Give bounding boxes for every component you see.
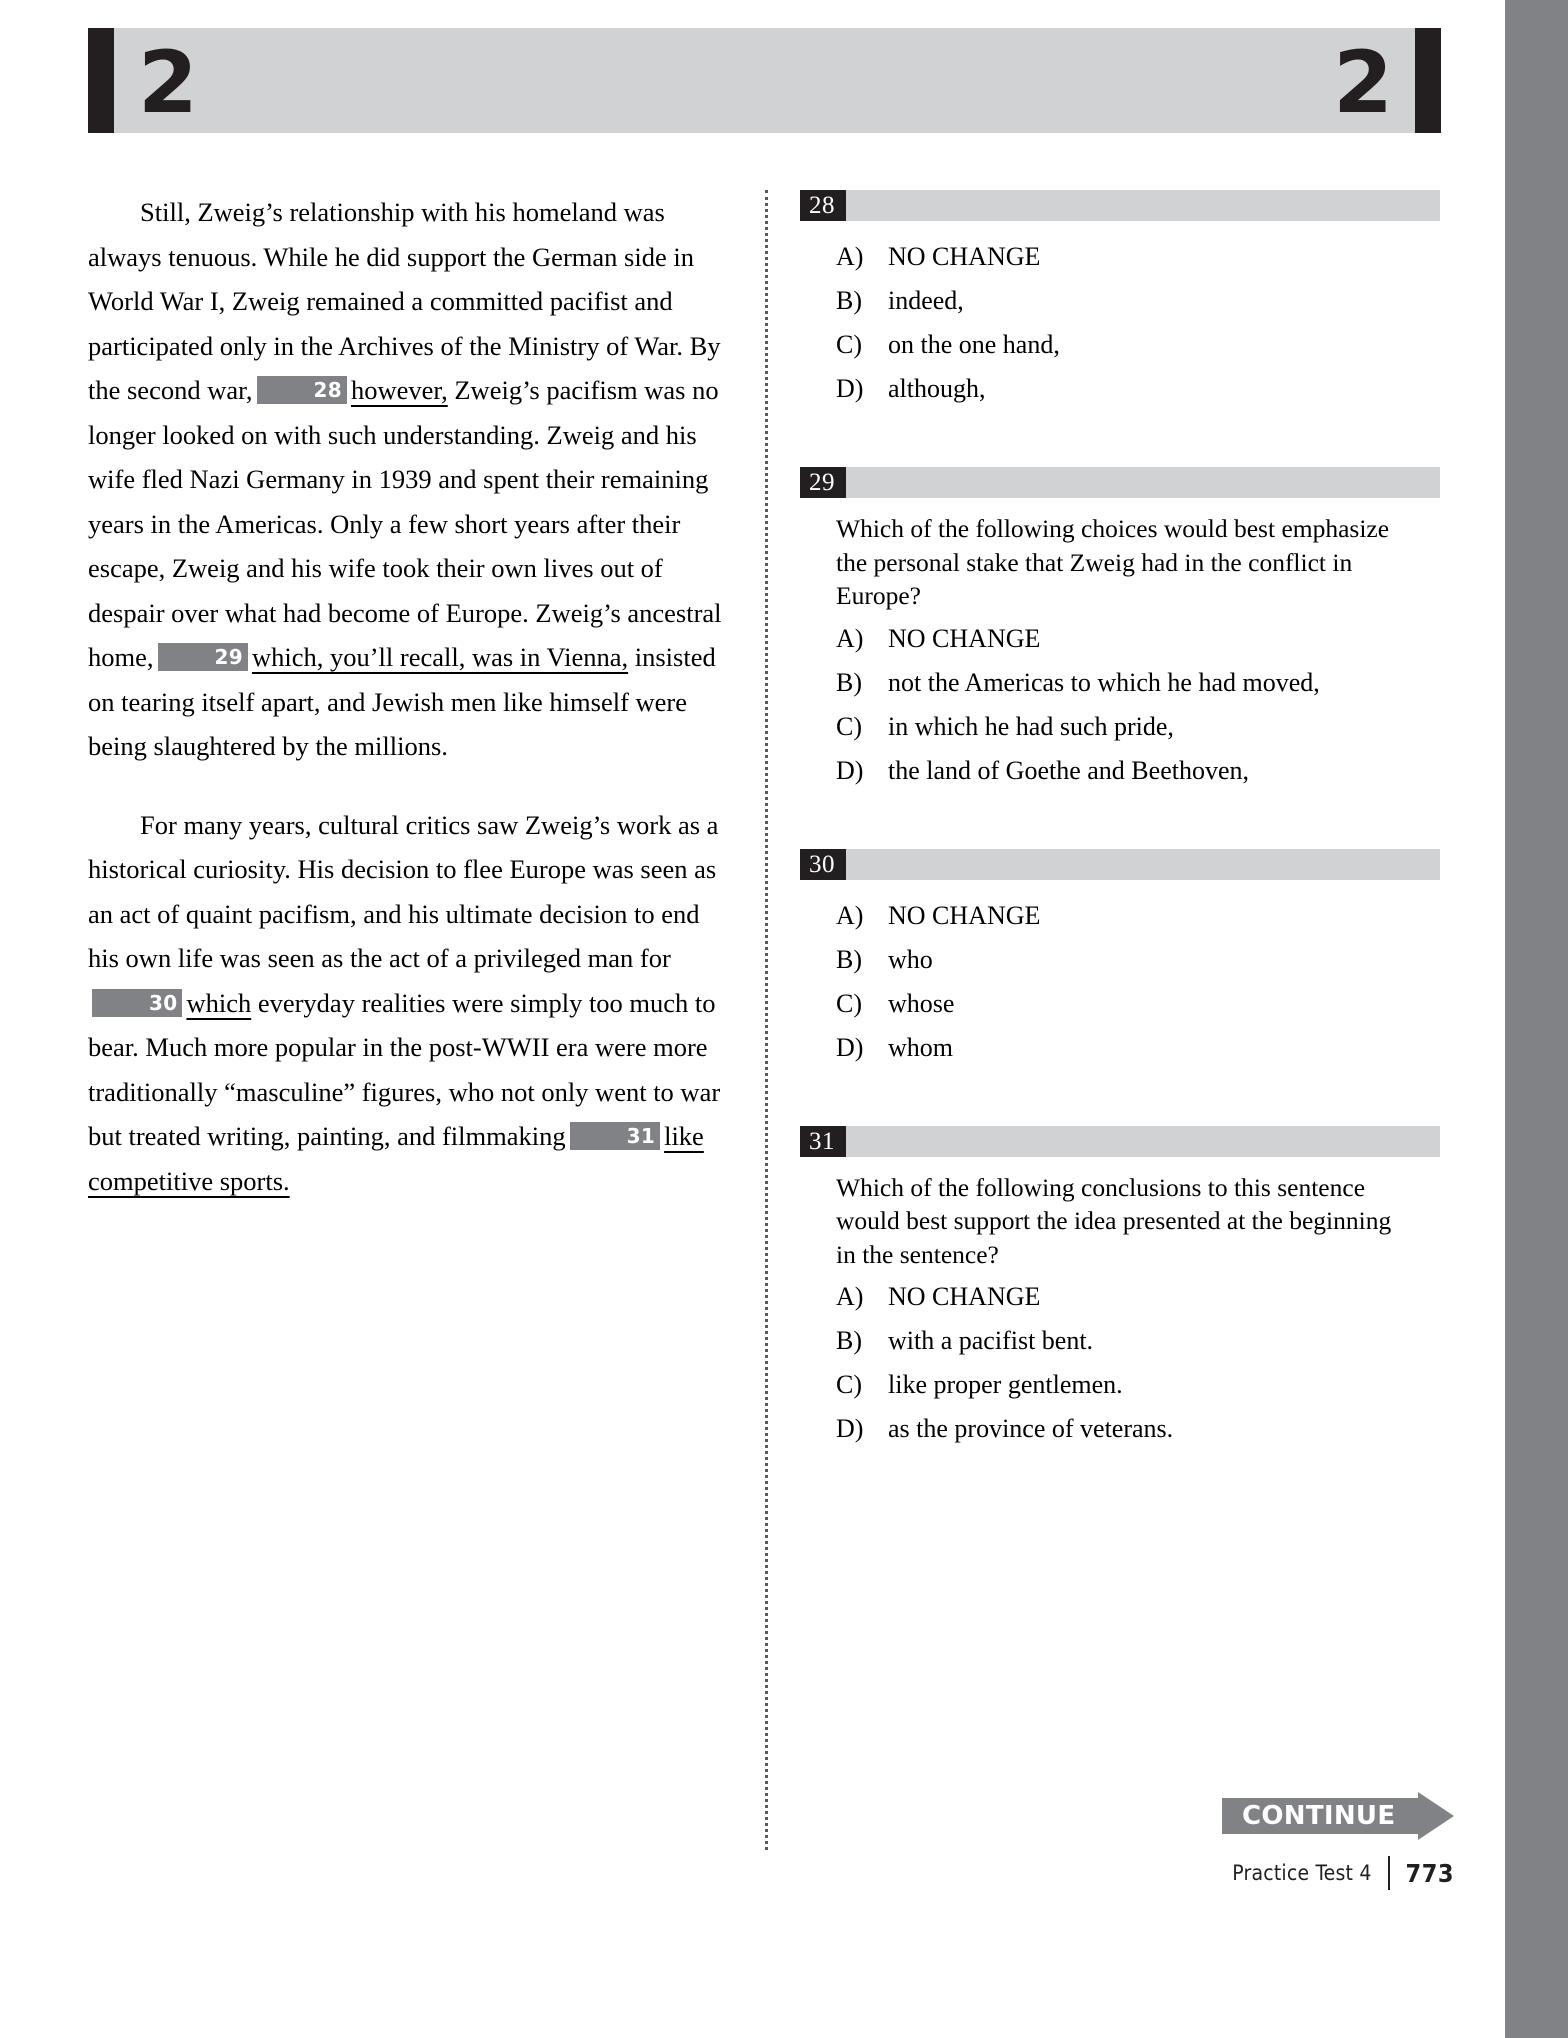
choice-text: NO CHANGE (888, 900, 1041, 930)
choice-text: as the province of veterans. (888, 1414, 1174, 1443)
choice-letter: D) (836, 1414, 864, 1443)
choice-letter: D) (836, 1032, 864, 1062)
answer-choices (800, 235, 1440, 411)
footer-test-label: Practice Test 4 (1232, 1861, 1372, 1885)
passage-marker-28[interactable]: 28 (257, 376, 347, 404)
answer-choice[interactable] (800, 617, 1440, 661)
choice-text: NO CHANGE (888, 1282, 1041, 1311)
choice-letter: D) (836, 374, 864, 403)
footer-divider (1388, 1856, 1390, 1890)
passage-paragraph-1 (88, 190, 733, 769)
choice-text: whose (888, 988, 955, 1018)
choice-letter: C) (836, 330, 862, 359)
choice-text: who (888, 944, 933, 974)
question-block (800, 849, 1440, 1070)
choice-text: like proper gentlemen. (888, 1370, 1123, 1399)
passage-underline-30: which (186, 987, 252, 1018)
footer-page-number: 773 (1405, 1858, 1454, 1888)
passage-text (88, 190, 733, 1203)
passage-underline-31: like competitive sports. (88, 1121, 704, 1196)
choice-letter: A) (836, 1282, 864, 1311)
answer-choice[interactable] (800, 1026, 1440, 1070)
questions-column (800, 190, 1440, 1507)
passage-paragraph-2 (88, 803, 733, 1204)
choice-text: indeed, (888, 286, 964, 315)
continue-label: CONTINUE (1242, 1801, 1396, 1831)
passage-underline-28: however, (350, 375, 448, 405)
answer-choice[interactable] (800, 1407, 1440, 1451)
page-footer (1180, 1852, 1454, 1894)
question-block (800, 190, 1440, 411)
question-number: 31 (800, 1126, 846, 1157)
choice-letter: C) (836, 711, 862, 741)
answer-choice[interactable] (800, 279, 1440, 323)
choice-letter: A) (836, 242, 864, 271)
choice-text: on the one hand, (888, 330, 1060, 359)
answer-choices (800, 894, 1440, 1070)
answer-choice[interactable] (800, 749, 1440, 793)
answer-choices (800, 1275, 1440, 1451)
question-header-bar (800, 467, 1440, 498)
question-number: 30 (800, 849, 846, 880)
answer-choice[interactable] (800, 235, 1440, 279)
choice-letter: B) (836, 286, 862, 315)
answer-choice[interactable] (800, 705, 1440, 749)
passage-marker-29[interactable]: 29 (158, 643, 248, 671)
header-band (114, 28, 1415, 133)
answer-choice[interactable] (800, 367, 1440, 411)
answer-choice[interactable] (800, 1363, 1440, 1407)
choice-letter: B) (836, 944, 862, 974)
choice-text: the land of Goethe and Beethoven, (888, 755, 1249, 785)
section-number-right: 2 (1333, 32, 1391, 133)
answer-choice[interactable] (800, 938, 1440, 982)
choice-text: in which he had such pride, (888, 711, 1174, 741)
section-header (88, 28, 1441, 133)
choice-text: NO CHANGE (888, 242, 1041, 271)
continue-banner (1222, 1792, 1454, 1840)
choice-text: not the Americas to which he had moved, (888, 667, 1320, 697)
answer-choice[interactable] (800, 1275, 1440, 1319)
question-stem: Which of the following conclusions to this sentence would best support the idea presented at the beginning in the sentence? (836, 1172, 1392, 1269)
choice-text: whom (888, 1032, 953, 1062)
passage-marker-30[interactable]: 30 (92, 989, 182, 1017)
answer-choice[interactable] (800, 894, 1440, 938)
answer-choice[interactable] (800, 982, 1440, 1026)
passage-p1-segment-3: insisted on tearing itself apart, and Jewish men like himself were being slaughtered by the millions. (88, 642, 716, 761)
header-left-cap (88, 28, 114, 133)
question-header-bar (800, 849, 1440, 880)
choice-letter: C) (836, 1370, 862, 1399)
answer-choices (800, 617, 1440, 793)
choice-text: NO CHANGE (888, 623, 1041, 653)
question-block (800, 467, 1440, 793)
passage-p1-segment-1: Still, Zweig’s relationship with his homeland was always tenuous. While he did support the German side in World War I, Zweig remained a committed pacifist and participated only in the Archives of the Ministry of War. By the second war, (88, 197, 721, 405)
answer-choice[interactable] (800, 1319, 1440, 1363)
question-header-bar (800, 190, 1440, 221)
passage-p2-segment-2: everyday realities were simply too much to bear. Much more popular in the post-WWII era were more traditionally “masculine” figures, who not only went to war but treated writing, painting, and filmmaking (88, 987, 721, 1151)
question-stem: Which of the following choices would best emphasize the personal stake that Zweig had in the conflict in Europe? (836, 514, 1390, 610)
question-header-bar (800, 1126, 1440, 1157)
passage-marker-31[interactable]: 31 (570, 1122, 660, 1150)
column-divider (765, 190, 768, 1850)
header-right-cap (1415, 28, 1441, 133)
choice-text: with a pacifist bent. (888, 1326, 1094, 1355)
question-number: 28 (800, 190, 846, 221)
choice-letter: A) (836, 900, 864, 930)
answer-choice[interactable] (800, 323, 1440, 367)
choice-letter: A) (836, 623, 864, 653)
choice-letter: D) (836, 755, 864, 785)
section-number-left: 2 (138, 32, 196, 133)
passage-underline-29: which, you’ll recall, was in Vienna, (251, 642, 629, 672)
page-edge-bar (1505, 0, 1568, 2038)
passage-p2-segment-1: For many years, cultural critics saw Zweig’s work as a historical curiosity. His decision to flee Europe was seen as an act of quaint pacifism, and his ultimate decision to end his own life was seen as the act of a privileged man for (88, 809, 719, 973)
choice-letter: C) (836, 988, 862, 1018)
question-block (800, 1126, 1440, 1452)
passage-p1-segment-2: Zweig’s pacifism was no longer looked on with such understanding. Zweig and his wife fled Nazi Germany in 1939 and spent their remaining years in the Americas. Only a few short years after their escape, Zweig and his wife took their own lives out of despair over what had become of Europe. Zweig’s ancestral home, (88, 375, 722, 672)
answer-choice[interactable] (800, 661, 1440, 705)
question-number: 29 (800, 467, 846, 498)
choice-text: although, (888, 374, 986, 403)
choice-letter: B) (836, 1326, 862, 1355)
choice-letter: B) (836, 667, 862, 697)
